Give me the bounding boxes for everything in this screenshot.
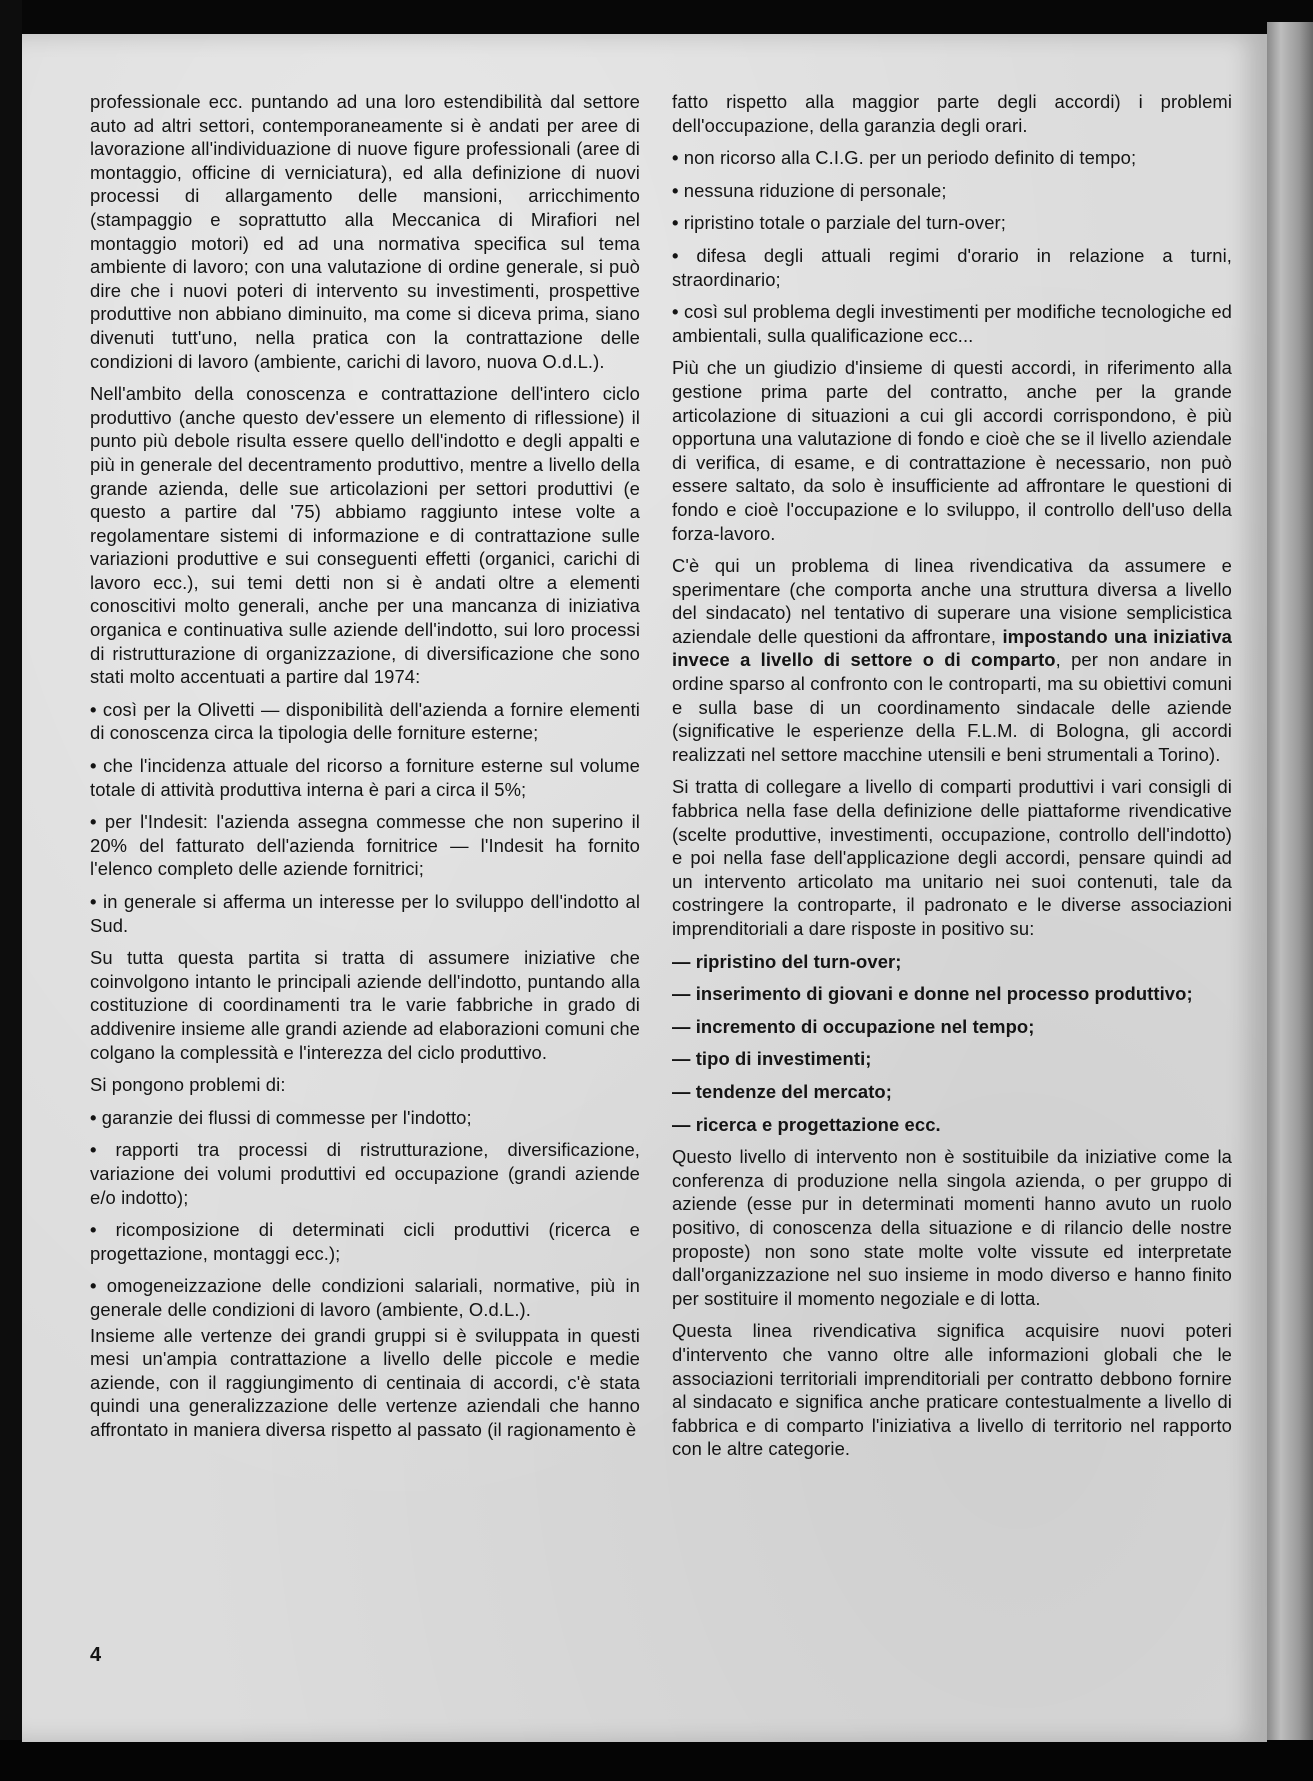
paragraph: Si tratta di collegare a livello di comparti produttivi i vari consigli di fabbrica nella fase della definizione delle piattaforme rivendicative (scelte produttive, investimenti, occupazione, controllo dell'indotto) e poi nella fase dell'applicazione degli accordi, pensare quindi ad un intervento articolato ma unitario nei suoi contenuti, tale da costringere la controparte, il padronato e le diverse associazioni imprenditoriali a dare risposte in positivo su: (672, 776, 1232, 939)
dash-item: — incremento di occupazione nel tempo; (672, 1015, 1035, 1037)
paragraph: Si pongono problemi di: (90, 1074, 286, 1096)
page-edge-shadow (1267, 22, 1313, 1742)
bullet-item: • rapporti tra processi di ristrutturazione, diversificazione, variazione dei volumi produttivi ed occupazione (grandi aziende e/o indotto); (90, 1138, 640, 1209)
bullet-item: • non ricorso alla C.I.G. per un periodo definito di tempo; (672, 146, 1232, 170)
bullet-item: • così per la Olivetti — disponibilità dell'azienda a fornire elementi di conoscenza circa la tipologia delle forniture esterne; (90, 698, 640, 745)
page-number: 4 (90, 1644, 102, 1666)
scan-border-left (0, 0, 22, 1781)
emphasis-text: impostando una iniziativa invece a livello di settore o di comparto (672, 625, 1232, 671)
bullet-item: • omogeneizzazione delle condizioni salariali, normative, più in generale delle condizioni di lavoro (ambiente, O.d.L.). (90, 1274, 640, 1321)
bullet-item: • che l'incidenza attuale del ricorso a forniture esterne sul volume totale di attività produttiva interna è pari a circa il 5%; (90, 754, 640, 801)
paragraph: Questo livello di intervento non è sostituibile da iniziative come la conferenza di produzione nella singola azienda, o per gruppo di aziende (esse pur in determinati momenti hanno avuto un ruolo positivo, di conoscenza della situazione e di rilancio delle nostre proposte) non sono state molte volte vissute ed interpretate dall'organizzazione nel suo insieme in modo diverso e hanno finito per sostituire il momento negoziale e di lotta. (672, 1146, 1232, 1309)
paragraph: professionale ecc. puntando ad una loro estendibilità dal settore auto ad altri settori, contemporaneamente si è andati per aree di lavorazione all'individuazione di nuove figure professionali (aree di montaggio, officine di verniciatura), ed alla definizione di nuovi processi di allargamento delle mansioni, arricchimento (stampaggio e soprattutto alla Meccanica di Mirafiori nel montaggio motori) ed ad una normativa specifica sul tema ambiente di lavoro; con una valutazione di ordine generale, si può dire che i nuovi poteri di intervento su investimenti, prospettive produttive non abbiano diminuito, ma come si diceva prima, siano divenuti tutt'uno, nella pratica con la contrattazione delle condizioni di lavoro (ambiente, carichi di lavoro, nuova O.d.L.). (90, 91, 640, 372)
dash-item: — ripristino del turn-over; (672, 950, 902, 972)
paragraph-text: C'è qui un problema di linea rivendicativa da assumere e sperimentare (che comporta anche una struttura diversa a livello del sindacato) nel tentativo di superare una visione semplicistica aziendale delle questioni da affrontare, (672, 555, 1232, 647)
bullet-item: • garanzie dei flussi di commesse per l'indotto; (90, 1106, 640, 1130)
scan-border-bottom (0, 1740, 1313, 1781)
paragraph-text: , per non andare in ordine sparso al confronto con le controparti, ma su obiettivi comuni e sulla base di un coordinamento sindacale delle aziende (significative le esperienze della F.L.M. di Bologna, gli accordi realizzati nel settore macchine utensili e beni strumentali a Torino). (672, 649, 1232, 765)
paragraph: Insieme alle vertenze dei grandi gruppi si è sviluppata in questi mesi un'ampia contrattazione a livello delle piccole e medie aziende, con il raggiungimento di centinaia di accordi, c'è stata quindi una generalizzazione delle vertenze aziendali che hanno affrontato in maniera diversa rispetto al passato (il ragionamento è (90, 1324, 640, 1440)
dash-item: — tipo di investimenti; (672, 1048, 872, 1070)
paragraph: Più che un giudizio d'insieme di questi accordi, in riferimento alla gestione prima parte del contratto, anche per la grande articolazione di situazioni a cui gli accordi corrispondono, è più opportuna una valutazione di fondo e cioè che se il livello aziendale di verifica, di esame, e di contrattazione è necessario, non può essere saltato, da solo è insufficiente ad affrontare le questioni di fondo e cioè l'occupazione e lo sviluppo, il controllo dell'uso della forza-lavoro. (672, 357, 1232, 544)
bullet-item: • ripristino totale o parziale del turn-over; (672, 211, 1232, 235)
paragraph: fatto rispetto alla maggior parte degli accordi) i problemi dell'occupazione, della garanzia degli orari. (672, 91, 1232, 136)
scan-border-top (0, 0, 1313, 36)
dash-item: — ricerca e progettazione ecc. (672, 1113, 941, 1135)
bullet-item: • in generale si afferma un interesse per lo sviluppo dell'indotto al Sud. (90, 890, 640, 937)
bullet-item: • difesa degli attuali regimi d'orario in relazione a turni, straordinario; (672, 244, 1232, 291)
paragraph: Nell'ambito della conoscenza e contrattazione dell'intero ciclo produttivo (anche questo dev'essere un elemento di riflessione) il punto più debole risulta essere quello dell'indotto e degli appalti e più in generale del decentramento produttivo, mentre a livello della grande azienda, delle sue articolazioni per settori produttivi (e questo a partire dal '75) abbiamo raggiunto intese volte a regolamentare sistemi di informazione e di contrattazione sulle variazioni produttive e sui conseguenti effetti (organici, carichi di lavoro ecc.), sui temi detti non si è andati oltre a elementi conoscitivi molto generali, anche per una mancanza di iniziativa organica e continuativa sulle aziende dell'indotto, sui loro processi di ristrutturazione di organizzazione, di diversificazione che sono stati molto accentuati a partire dal 1974: (90, 383, 640, 688)
paragraph (672, 554, 1232, 766)
paragraph: Questa linea rivendicativa significa acquisire nuovi poteri d'intervento che vanno oltre alle informazioni globali che le associazioni territoriali imprenditoriali per contratto debbono fornire al sindacato e significa anche praticare contestualmente a livello di fabbrica e di comparto l'iniziativa a livello di territorio nel rapporto con le altre categorie. (672, 1320, 1232, 1460)
paragraph: Su tutta questa partita si tratta di assumere iniziative che coinvolgono intanto le principali aziende dell'indotto, puntando alla costituzione di coordinamenti tra le varie fabbriche in grado di addivenire insieme alle grandi aziende ad elaborazioni comuni che colgano la complessità e l'interezza del ciclo produttivo. (90, 947, 640, 1063)
bullet-item: • ricomposizione di determinati cicli produttivi (ricerca e progettazione, montaggi ecc.); (90, 1218, 640, 1265)
right-column (672, 90, 1232, 1470)
dash-item: — tendenze del mercato; (672, 1080, 892, 1102)
dash-item: — inserimento di giovani e donne nel processo produttivo; (672, 983, 1193, 1005)
bullet-item: • nessuna riduzione di personale; (672, 179, 1232, 203)
bullet-item: • per l'Indesit: l'azienda assegna commesse che non superino il 20% del fatturato dell'azienda fornitrice — l'Indesit ha fornito l'elenco completo delle aziende fornitrici; (90, 810, 640, 881)
left-column (90, 90, 640, 1450)
bullet-item: • così sul problema degli investimenti per modifiche tecnologiche ed ambientali, sulla qualificazione ecc... (672, 300, 1232, 347)
